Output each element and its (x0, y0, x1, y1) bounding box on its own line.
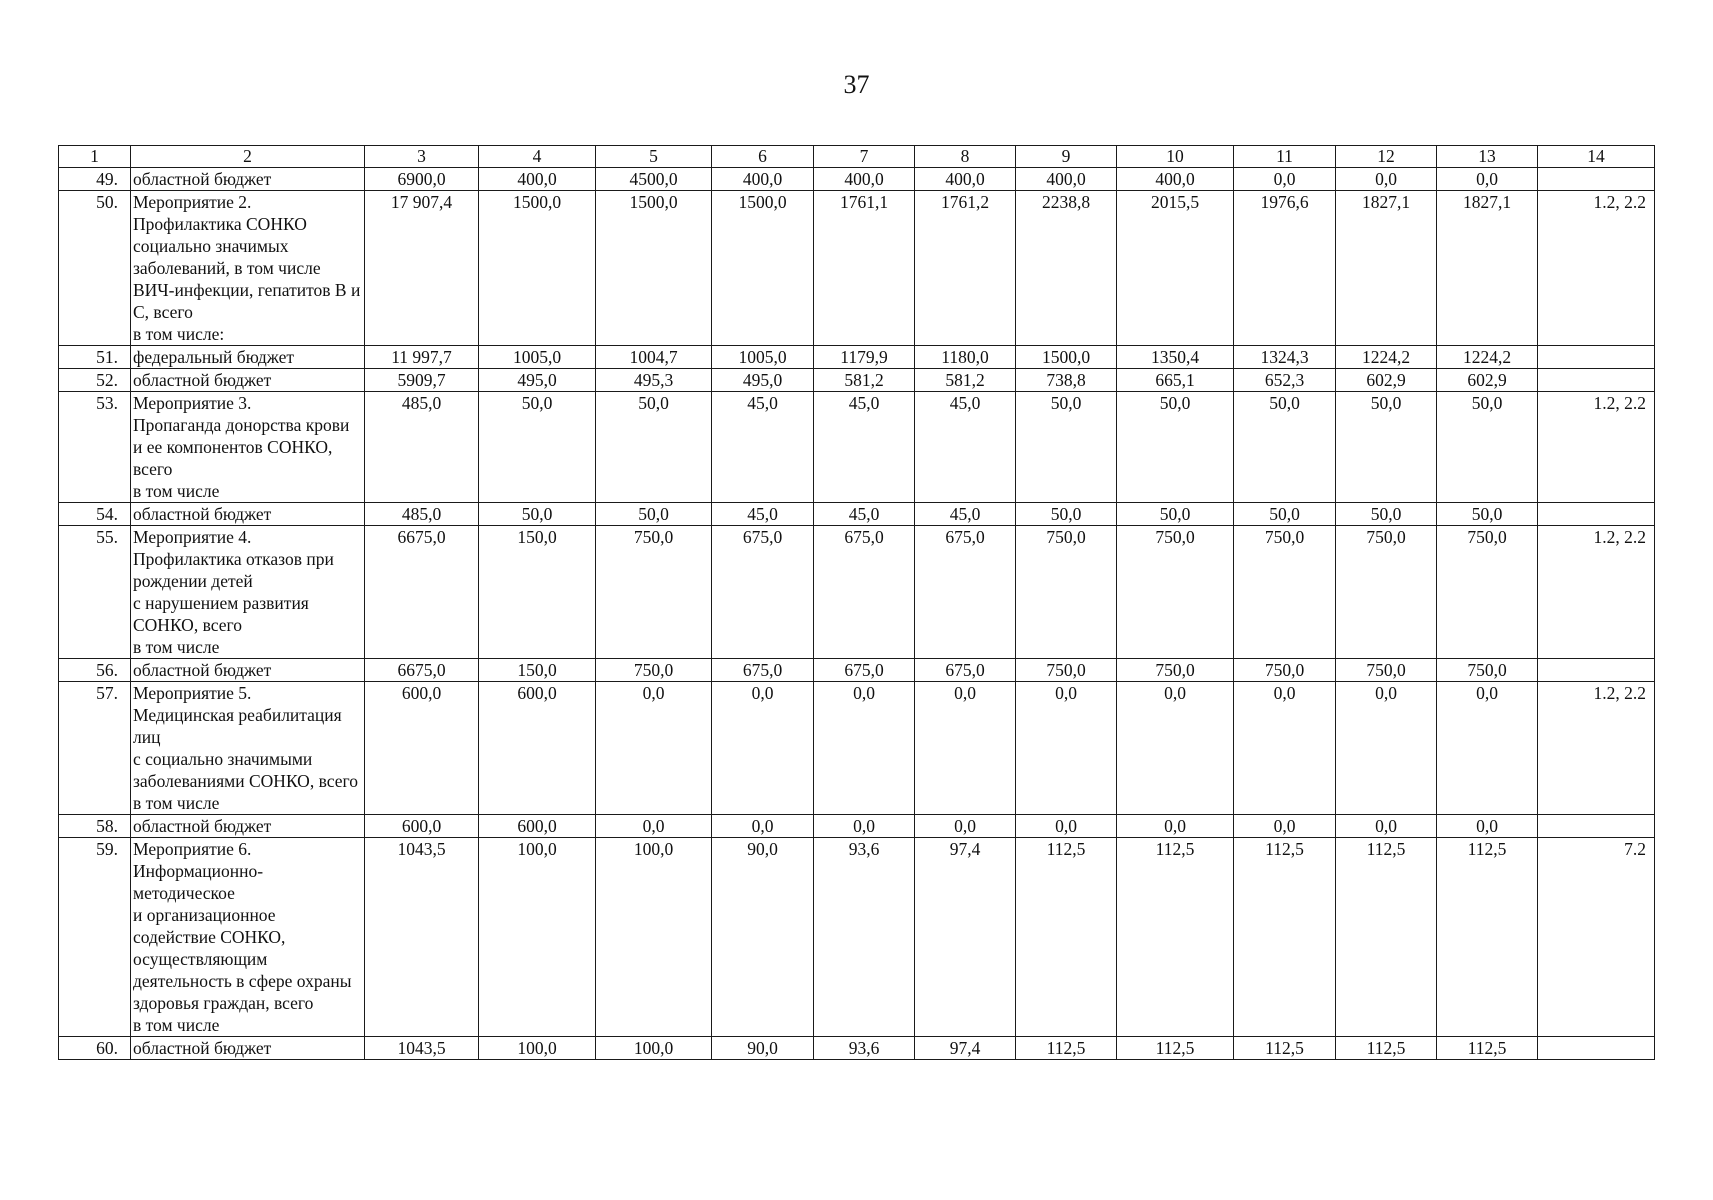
header-cell: 9 (1016, 146, 1117, 168)
value-cell: 0,0 (1336, 815, 1437, 838)
value-cell: 750,0 (1437, 659, 1538, 682)
value-cell: 50,0 (1234, 503, 1336, 526)
table-row (59, 168, 1655, 191)
value-cell: 0,0 (915, 682, 1016, 815)
value-cell: 17 907,4 (365, 191, 479, 346)
value-cell: 1004,7 (596, 346, 712, 369)
table-row (59, 659, 1655, 682)
value-cell: 400,0 (1016, 168, 1117, 191)
header-cell: 13 (1437, 146, 1538, 168)
value-cell: 50,0 (1336, 503, 1437, 526)
value-cell: 1324,3 (1234, 346, 1336, 369)
budget-table (58, 145, 1655, 1060)
value-cell: 1224,2 (1336, 346, 1437, 369)
page-number: 37 (843, 70, 870, 99)
value-cell: 1500,0 (596, 191, 712, 346)
value-cell: 0,0 (1234, 168, 1336, 191)
description-cell: федеральный бюджет (131, 346, 365, 369)
row-number-cell: 53. (59, 392, 131, 503)
value-cell: 93,6 (814, 1037, 915, 1060)
value-cell: 50,0 (1437, 503, 1538, 526)
value-cell: 750,0 (1117, 526, 1234, 659)
header-cell: 5 (596, 146, 712, 168)
row-number-cell: 49. (59, 168, 131, 191)
table-row (59, 526, 1655, 659)
reference-cell (1538, 168, 1655, 191)
header-cell: 1 (59, 146, 131, 168)
value-cell: 675,0 (814, 526, 915, 659)
description-cell: областной бюджет (131, 369, 365, 392)
value-cell: 750,0 (1234, 526, 1336, 659)
value-cell: 400,0 (712, 168, 814, 191)
value-cell: 112,5 (1117, 838, 1234, 1037)
description-cell: областной бюджет (131, 815, 365, 838)
value-cell: 1043,5 (365, 838, 479, 1037)
header-cell: 11 (1234, 146, 1336, 168)
description-cell: Мероприятие 3. Пропаганда донорства крови и ее компонентов СОНКО, всего в том числе (131, 392, 365, 503)
value-cell: 1180,0 (915, 346, 1016, 369)
row-number-cell: 54. (59, 503, 131, 526)
value-cell: 0,0 (1437, 815, 1538, 838)
value-cell: 0,0 (1437, 168, 1538, 191)
value-cell: 45,0 (915, 503, 1016, 526)
value-cell: 100,0 (479, 838, 596, 1037)
value-cell: 400,0 (1117, 168, 1234, 191)
description-cell: Мероприятие 5. Медицинская реабилитация лиц с социально значимыми заболеваниями СОНКО, всего в том числе (131, 682, 365, 815)
row-number-cell: 59. (59, 838, 131, 1037)
table-body (59, 146, 1655, 1060)
value-cell: 1827,1 (1437, 191, 1538, 346)
value-cell: 485,0 (365, 392, 479, 503)
table-row (59, 392, 1655, 503)
value-cell: 675,0 (915, 526, 1016, 659)
row-number-cell: 51. (59, 346, 131, 369)
value-cell: 750,0 (1336, 526, 1437, 659)
value-cell: 675,0 (712, 659, 814, 682)
value-cell: 0,0 (1336, 682, 1437, 815)
table-row (59, 682, 1655, 815)
value-cell: 0,0 (712, 815, 814, 838)
value-cell: 0,0 (1016, 815, 1117, 838)
value-cell: 1827,1 (1336, 191, 1437, 346)
value-cell: 600,0 (479, 815, 596, 838)
value-cell: 1500,0 (712, 191, 814, 346)
value-cell: 112,5 (1437, 1037, 1538, 1060)
table-row (59, 191, 1655, 346)
value-cell: 6675,0 (365, 659, 479, 682)
value-cell: 1976,6 (1234, 191, 1336, 346)
value-cell: 0,0 (596, 815, 712, 838)
value-cell: 112,5 (1437, 838, 1538, 1037)
row-number-cell: 56. (59, 659, 131, 682)
value-cell: 1179,9 (814, 346, 915, 369)
value-cell: 50,0 (1234, 392, 1336, 503)
value-cell: 0,0 (712, 682, 814, 815)
table-row (59, 838, 1655, 1037)
value-cell: 5909,7 (365, 369, 479, 392)
value-cell: 0,0 (1117, 682, 1234, 815)
value-cell: 0,0 (814, 682, 915, 815)
value-cell: 45,0 (712, 503, 814, 526)
value-cell: 750,0 (1117, 659, 1234, 682)
reference-cell (1538, 1037, 1655, 1060)
value-cell: 0,0 (915, 815, 1016, 838)
value-cell: 400,0 (814, 168, 915, 191)
reference-cell: 1.2, 2.2 (1538, 392, 1655, 503)
table-row (59, 815, 1655, 838)
value-cell: 400,0 (915, 168, 1016, 191)
value-cell: 581,2 (915, 369, 1016, 392)
value-cell: 2015,5 (1117, 191, 1234, 346)
header-row (59, 146, 1655, 168)
reference-cell: 1.2, 2.2 (1538, 526, 1655, 659)
value-cell: 45,0 (814, 503, 915, 526)
description-cell: Мероприятие 6. Информационно-методическое и организационное содействие СОНКО, осуществляющим деятельность в сфере охраны здоровья граждан, всего в том числе (131, 838, 365, 1037)
table-row (59, 346, 1655, 369)
value-cell: 0,0 (1234, 815, 1336, 838)
value-cell: 50,0 (1437, 392, 1538, 503)
value-cell: 602,9 (1336, 369, 1437, 392)
value-cell: 0,0 (1234, 682, 1336, 815)
value-cell: 0,0 (814, 815, 915, 838)
value-cell: 150,0 (479, 659, 596, 682)
description-cell: областной бюджет (131, 168, 365, 191)
header-cell: 8 (915, 146, 1016, 168)
description-cell: Мероприятие 4. Профилактика отказов при рождении детей с нарушением развития СОНКО, всего в том числе (131, 526, 365, 659)
row-number-cell: 57. (59, 682, 131, 815)
value-cell: 50,0 (1336, 392, 1437, 503)
value-cell: 50,0 (479, 503, 596, 526)
value-cell: 1761,1 (814, 191, 915, 346)
description-cell: областной бюджет (131, 1037, 365, 1060)
row-number-cell: 52. (59, 369, 131, 392)
row-number-cell: 55. (59, 526, 131, 659)
value-cell: 600,0 (479, 682, 596, 815)
value-cell: 97,4 (915, 838, 1016, 1037)
value-cell: 652,3 (1234, 369, 1336, 392)
reference-cell: 1.2, 2.2 (1538, 191, 1655, 346)
value-cell: 0,0 (596, 682, 712, 815)
value-cell: 600,0 (365, 815, 479, 838)
value-cell: 495,3 (596, 369, 712, 392)
value-cell: 750,0 (1016, 659, 1117, 682)
header-cell: 6 (712, 146, 814, 168)
value-cell: 50,0 (1117, 392, 1234, 503)
description-cell: областной бюджет (131, 659, 365, 682)
value-cell: 495,0 (712, 369, 814, 392)
value-cell: 45,0 (915, 392, 1016, 503)
header-cell: 4 (479, 146, 596, 168)
value-cell: 112,5 (1234, 838, 1336, 1037)
value-cell: 738,8 (1016, 369, 1117, 392)
value-cell: 50,0 (1016, 503, 1117, 526)
value-cell: 100,0 (596, 838, 712, 1037)
value-cell: 1224,2 (1437, 346, 1538, 369)
reference-cell (1538, 659, 1655, 682)
value-cell: 100,0 (596, 1037, 712, 1060)
value-cell: 45,0 (814, 392, 915, 503)
value-cell: 750,0 (1016, 526, 1117, 659)
table-row (59, 369, 1655, 392)
value-cell: 6900,0 (365, 168, 479, 191)
value-cell: 1005,0 (712, 346, 814, 369)
value-cell: 93,6 (814, 838, 915, 1037)
value-cell: 0,0 (1016, 682, 1117, 815)
value-cell: 0,0 (1117, 815, 1234, 838)
row-number-cell: 50. (59, 191, 131, 346)
value-cell: 485,0 (365, 503, 479, 526)
value-cell: 112,5 (1016, 838, 1117, 1037)
value-cell: 665,1 (1117, 369, 1234, 392)
value-cell: 6675,0 (365, 526, 479, 659)
header-cell: 7 (814, 146, 915, 168)
value-cell: 600,0 (365, 682, 479, 815)
value-cell: 602,9 (1437, 369, 1538, 392)
header-cell: 10 (1117, 146, 1234, 168)
value-cell: 0,0 (1336, 168, 1437, 191)
value-cell: 750,0 (1336, 659, 1437, 682)
value-cell: 112,5 (1336, 1037, 1437, 1060)
value-cell: 50,0 (596, 392, 712, 503)
reference-cell: 7.2 (1538, 838, 1655, 1037)
value-cell: 675,0 (915, 659, 1016, 682)
value-cell: 90,0 (712, 838, 814, 1037)
value-cell: 495,0 (479, 369, 596, 392)
value-cell: 1043,5 (365, 1037, 479, 1060)
value-cell: 1350,4 (1117, 346, 1234, 369)
value-cell: 750,0 (1234, 659, 1336, 682)
reference-cell (1538, 369, 1655, 392)
value-cell: 112,5 (1234, 1037, 1336, 1060)
table-row (59, 1037, 1655, 1060)
value-cell: 97,4 (915, 1037, 1016, 1060)
value-cell: 50,0 (479, 392, 596, 503)
value-cell: 2238,8 (1016, 191, 1117, 346)
value-cell: 400,0 (479, 168, 596, 191)
value-cell: 0,0 (1437, 682, 1538, 815)
value-cell: 150,0 (479, 526, 596, 659)
value-cell: 581,2 (814, 369, 915, 392)
reference-cell (1538, 815, 1655, 838)
value-cell: 1500,0 (479, 191, 596, 346)
reference-cell: 1.2, 2.2 (1538, 682, 1655, 815)
value-cell: 675,0 (814, 659, 915, 682)
value-cell: 11 997,7 (365, 346, 479, 369)
header-cell: 3 (365, 146, 479, 168)
value-cell: 1761,2 (915, 191, 1016, 346)
value-cell: 100,0 (479, 1037, 596, 1060)
value-cell: 90,0 (712, 1037, 814, 1060)
header-cell: 2 (131, 146, 365, 168)
table-row (59, 503, 1655, 526)
value-cell: 1500,0 (1016, 346, 1117, 369)
value-cell: 45,0 (712, 392, 814, 503)
value-cell: 50,0 (1117, 503, 1234, 526)
row-number-cell: 58. (59, 815, 131, 838)
reference-cell (1538, 503, 1655, 526)
value-cell: 50,0 (1016, 392, 1117, 503)
value-cell: 50,0 (596, 503, 712, 526)
value-cell: 112,5 (1117, 1037, 1234, 1060)
header-cell: 14 (1538, 146, 1655, 168)
value-cell: 112,5 (1016, 1037, 1117, 1060)
value-cell: 112,5 (1336, 838, 1437, 1037)
description-cell: Мероприятие 2. Профилактика СОНКО социально значимых заболеваний, в том числе ВИЧ-инфекции, гепатитов В и С, всего в том числе: (131, 191, 365, 346)
description-cell: областной бюджет (131, 503, 365, 526)
header-cell: 12 (1336, 146, 1437, 168)
reference-cell (1538, 346, 1655, 369)
value-cell: 675,0 (712, 526, 814, 659)
value-cell: 750,0 (1437, 526, 1538, 659)
value-cell: 750,0 (596, 526, 712, 659)
row-number-cell: 60. (59, 1037, 131, 1060)
value-cell: 4500,0 (596, 168, 712, 191)
value-cell: 1005,0 (479, 346, 596, 369)
value-cell: 750,0 (596, 659, 712, 682)
